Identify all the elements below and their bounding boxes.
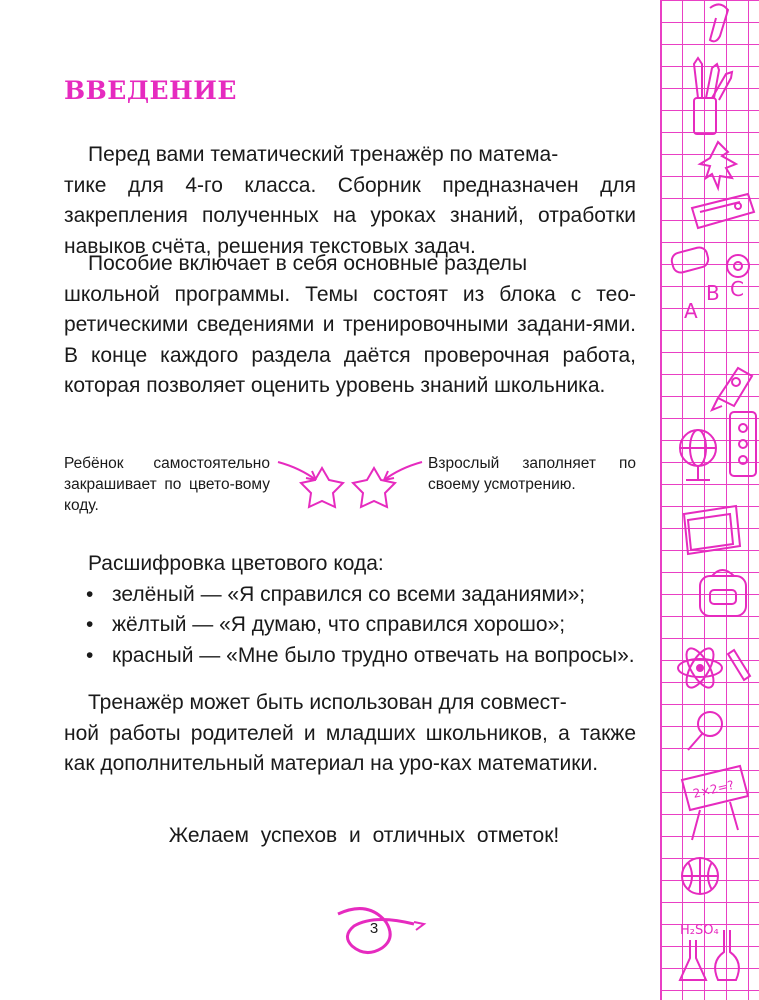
laptop-icon: [684, 506, 740, 554]
paragraph-line: Перед вами тематический тренажёр по матема-: [88, 143, 559, 166]
legend-item-text: красный — «Мне было трудно отвечать на вопросы».: [112, 643, 635, 667]
intro-paragraph: [64, 140, 636, 262]
strip-border: [660, 0, 662, 1000]
legend-heading: Расшифровка цветового кода:: [88, 552, 384, 575]
bullet-icon: •: [86, 613, 94, 636]
usage-paragraph: [64, 688, 636, 780]
atom-icon: [678, 644, 750, 691]
arrow-left-icon: [278, 462, 316, 480]
bullet-icon: •: [86, 643, 94, 667]
closing-wish: Желаем успехов и отличных отметок!: [168, 824, 560, 847]
svg-text:C: C: [730, 277, 744, 301]
svg-text:H₂SO₄: H₂SO₄: [680, 923, 719, 938]
pencil-case-icon: [692, 194, 754, 228]
decorative-grid-strip: [660, 0, 759, 1000]
paperclip-icon: [710, 4, 728, 41]
paragraph-text: тике для 4-го класса. Сборник предназначен для закрепления полученных на уроках знаний, отработки навыков счёта, решения текстовых задач.: [64, 173, 636, 258]
pencils-icon: [694, 58, 732, 134]
legend-item-text: зелёный — «Я справился со всеми заданиями»;: [112, 582, 586, 606]
flasks-icon: [680, 923, 739, 980]
paragraph-line: Пособие включает в себя основные разделы: [88, 252, 528, 275]
leaf-icon: [700, 142, 736, 188]
page-title: ВВЕДЕНИЕ: [64, 76, 237, 105]
child-note: Ребёнок самостоятельно закрашивает по цвето-вому коду.: [64, 455, 270, 514]
backpack-icon: [700, 570, 746, 616]
legend-item-green: [64, 580, 636, 611]
paint-palette-icon: [730, 412, 756, 476]
star-right-icon: [353, 468, 395, 507]
arrow-right-icon: [384, 462, 422, 480]
bullet-icon: •: [86, 582, 94, 606]
legend-item-text: жёлтый — «Я думаю, что справился хорошо»;: [112, 613, 566, 636]
rocket-icon: [712, 368, 752, 410]
legend-item-yellow: [64, 610, 636, 641]
svg-text:B: B: [706, 281, 720, 305]
school-doodles: [660, 0, 759, 1000]
basketball-icon: [682, 858, 718, 894]
stars-illustration: [270, 448, 430, 523]
adult-note: Взрослый заполняет по своему усмотрению.: [428, 455, 636, 493]
letters-icon: [684, 277, 744, 323]
magnifier-icon: [688, 712, 722, 750]
legend-item-red: [64, 641, 636, 672]
page-number-ornament: [318, 900, 438, 960]
svg-text:A: A: [684, 299, 698, 323]
chalkboard-icon: [682, 766, 748, 840]
contents-paragraph: [64, 249, 636, 402]
paragraph-line: Тренажёр может быть использован для совмест-: [88, 691, 567, 714]
page-number: 3: [369, 920, 379, 937]
globe-icon: [680, 430, 716, 480]
eraser-icon: [670, 246, 749, 277]
color-code-legend: [64, 549, 636, 671]
paragraph-text: школьной программы. Темы состоят из блока с тео-ретическими сведениями и тренировочными задани-ями. В конце каждого раздела даётся проверочная работа, которая позволяет оценить уровень знаний школьника.: [64, 282, 636, 397]
svg-text:2×2=?: 2×2=?: [691, 777, 736, 801]
paragraph-text: ной работы родителей и младших школьников, а также как дополнительный материал на уро-ках математики.: [64, 721, 636, 775]
